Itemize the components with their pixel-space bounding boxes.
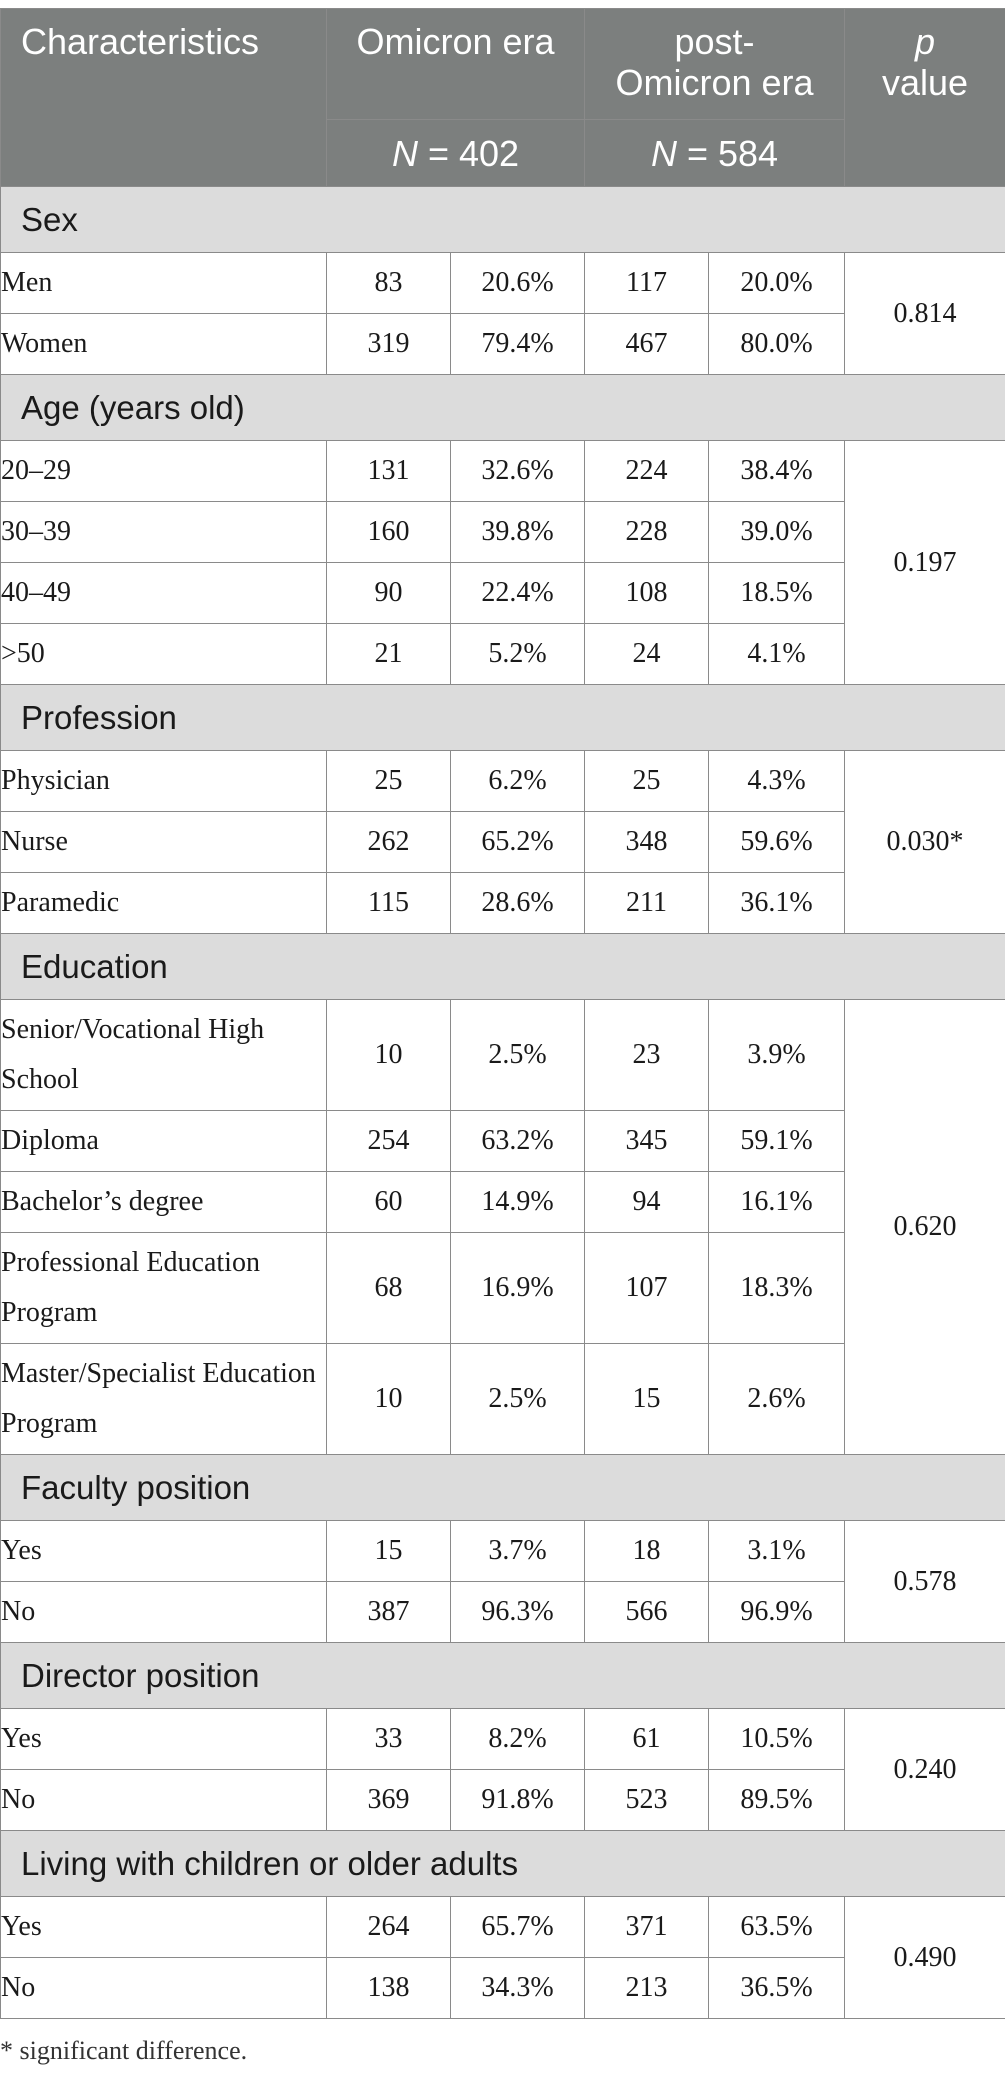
omicron-percent: 2.5% bbox=[451, 1344, 585, 1455]
omicron-count: 10 bbox=[327, 1344, 451, 1455]
row-label: Diploma bbox=[1, 1111, 327, 1172]
p-value-cell: 0.490 bbox=[845, 1897, 1005, 2019]
omicron-percent: 22.4% bbox=[451, 563, 585, 624]
table-row bbox=[1, 441, 1005, 502]
post-omicron-count: 467 bbox=[585, 314, 709, 375]
omicron-count: 25 bbox=[327, 751, 451, 812]
section-row bbox=[1, 1455, 1005, 1521]
table-header bbox=[1, 9, 1005, 187]
omicron-percent: 96.3% bbox=[451, 1582, 585, 1643]
post-omicron-percent: 20.0% bbox=[709, 253, 845, 314]
post-omicron-count: 15 bbox=[585, 1344, 709, 1455]
p-value-cell: 0.620 bbox=[845, 1000, 1005, 1455]
post-omicron-percent: 80.0% bbox=[709, 314, 845, 375]
p-value-cell: 0.578 bbox=[845, 1521, 1005, 1643]
row-label: 30–39 bbox=[1, 502, 327, 563]
section-row bbox=[1, 934, 1005, 1000]
post-omicron-percent: 96.9% bbox=[709, 1582, 845, 1643]
row-label: Master/Specialist Education Program bbox=[1, 1344, 327, 1455]
omicron-count: 115 bbox=[327, 873, 451, 934]
post-omicron-count: 117 bbox=[585, 253, 709, 314]
header-omicron-era: Omicron era bbox=[327, 9, 585, 120]
omicron-count: 21 bbox=[327, 624, 451, 685]
omicron-percent: 63.2% bbox=[451, 1111, 585, 1172]
section-row bbox=[1, 187, 1005, 253]
section-title: Living with children or older adults bbox=[1, 1831, 1005, 1897]
row-label: Nurse bbox=[1, 812, 327, 873]
post-omicron-count: 228 bbox=[585, 502, 709, 563]
post-omicron-count: 213 bbox=[585, 1958, 709, 2019]
section-row bbox=[1, 1643, 1005, 1709]
section-title: Age (years old) bbox=[1, 375, 1005, 441]
p-value-cell: 0.814 bbox=[845, 253, 1005, 375]
omicron-count: 68 bbox=[327, 1233, 451, 1344]
omicron-percent: 3.7% bbox=[451, 1521, 585, 1582]
row-label: Professional Education Program bbox=[1, 1233, 327, 1344]
post-omicron-percent: 18.3% bbox=[709, 1233, 845, 1344]
omicron-count: 387 bbox=[327, 1582, 451, 1643]
post-omicron-percent: 10.5% bbox=[709, 1709, 845, 1770]
table-row bbox=[1, 1709, 1005, 1770]
post-omicron-count: 371 bbox=[585, 1897, 709, 1958]
section-title: Education bbox=[1, 934, 1005, 1000]
header-p-letter: p bbox=[914, 21, 936, 62]
table-row bbox=[1, 1521, 1005, 1582]
omicron-percent: 14.9% bbox=[451, 1172, 585, 1233]
post-omicron-count: 224 bbox=[585, 441, 709, 502]
post-omicron-count: 345 bbox=[585, 1111, 709, 1172]
section-title: Director position bbox=[1, 1643, 1005, 1709]
post-omicron-percent: 16.1% bbox=[709, 1172, 845, 1233]
post-omicron-percent: 38.4% bbox=[709, 441, 845, 502]
n-symbol: N bbox=[650, 132, 677, 174]
p-value-cell: 0.240 bbox=[845, 1709, 1005, 1831]
omicron-percent: 20.6% bbox=[451, 253, 585, 314]
table-row bbox=[1, 253, 1005, 314]
omicron-count: 262 bbox=[327, 812, 451, 873]
omicron-count: 33 bbox=[327, 1709, 451, 1770]
post-omicron-count: 523 bbox=[585, 1770, 709, 1831]
row-label: Women bbox=[1, 314, 327, 375]
header-post-omicron-n bbox=[585, 120, 845, 187]
section-row bbox=[1, 1831, 1005, 1897]
post-omicron-percent: 36.5% bbox=[709, 1958, 845, 2019]
section-title: Sex bbox=[1, 187, 1005, 253]
post-omicron-percent: 3.1% bbox=[709, 1521, 845, 1582]
n-value: = 402 bbox=[427, 132, 520, 174]
omicron-count: 15 bbox=[327, 1521, 451, 1582]
omicron-percent: 91.8% bbox=[451, 1770, 585, 1831]
characteristics-table bbox=[0, 8, 1005, 2019]
omicron-count: 90 bbox=[327, 563, 451, 624]
header-characteristics: Characteristics bbox=[1, 9, 327, 187]
table-body bbox=[1, 187, 1005, 2019]
post-omicron-count: 61 bbox=[585, 1709, 709, 1770]
row-label: 20–29 bbox=[1, 441, 327, 502]
omicron-percent: 65.2% bbox=[451, 812, 585, 873]
row-label: Paramedic bbox=[1, 873, 327, 934]
post-omicron-percent: 36.1% bbox=[709, 873, 845, 934]
post-omicron-percent: 89.5% bbox=[709, 1770, 845, 1831]
header-post-omicron-era bbox=[585, 9, 845, 120]
row-label: Yes bbox=[1, 1897, 327, 1958]
header-p-value bbox=[845, 9, 1005, 187]
post-omicron-count: 18 bbox=[585, 1521, 709, 1582]
table-row bbox=[1, 1000, 1005, 1111]
omicron-percent: 5.2% bbox=[451, 624, 585, 685]
omicron-count: 319 bbox=[327, 314, 451, 375]
omicron-count: 160 bbox=[327, 502, 451, 563]
row-label: >50 bbox=[1, 624, 327, 685]
row-label: No bbox=[1, 1770, 327, 1831]
omicron-count: 138 bbox=[327, 1958, 451, 2019]
post-omicron-percent: 63.5% bbox=[709, 1897, 845, 1958]
post-omicron-count: 25 bbox=[585, 751, 709, 812]
post-omicron-count: 211 bbox=[585, 873, 709, 934]
post-omicron-percent: 4.3% bbox=[709, 751, 845, 812]
header-omicron-n bbox=[327, 120, 585, 187]
post-omicron-count: 348 bbox=[585, 812, 709, 873]
header-post-line2: Omicron era bbox=[615, 62, 814, 103]
post-omicron-count: 107 bbox=[585, 1233, 709, 1344]
omicron-percent: 65.7% bbox=[451, 1897, 585, 1958]
row-label: Men bbox=[1, 253, 327, 314]
omicron-percent: 32.6% bbox=[451, 441, 585, 502]
post-omicron-percent: 3.9% bbox=[709, 1000, 845, 1111]
row-label: Yes bbox=[1, 1709, 327, 1770]
row-label: Physician bbox=[1, 751, 327, 812]
omicron-percent: 6.2% bbox=[451, 751, 585, 812]
omicron-count: 83 bbox=[327, 253, 451, 314]
omicron-count: 131 bbox=[327, 441, 451, 502]
post-omicron-percent: 2.6% bbox=[709, 1344, 845, 1455]
post-omicron-percent: 59.1% bbox=[709, 1111, 845, 1172]
n-value: = 584 bbox=[686, 132, 779, 174]
post-omicron-count: 24 bbox=[585, 624, 709, 685]
section-title: Faculty position bbox=[1, 1455, 1005, 1521]
n-symbol: N bbox=[391, 132, 418, 174]
post-omicron-percent: 39.0% bbox=[709, 502, 845, 563]
header-p-word: value bbox=[881, 62, 969, 103]
row-label: 40–49 bbox=[1, 563, 327, 624]
omicron-count: 264 bbox=[327, 1897, 451, 1958]
table-row bbox=[1, 1897, 1005, 1958]
footnote: * significant difference. bbox=[0, 2036, 248, 2065]
omicron-percent: 39.8% bbox=[451, 502, 585, 563]
row-label: Bachelor’s degree bbox=[1, 1172, 327, 1233]
header-post-line1: post- bbox=[674, 21, 755, 62]
omicron-percent: 28.6% bbox=[451, 873, 585, 934]
omicron-percent: 34.3% bbox=[451, 1958, 585, 2019]
table-row bbox=[1, 751, 1005, 812]
post-omicron-percent: 18.5% bbox=[709, 563, 845, 624]
post-omicron-percent: 4.1% bbox=[709, 624, 845, 685]
omicron-percent: 8.2% bbox=[451, 1709, 585, 1770]
omicron-count: 10 bbox=[327, 1000, 451, 1111]
omicron-count: 369 bbox=[327, 1770, 451, 1831]
omicron-count: 254 bbox=[327, 1111, 451, 1172]
omicron-count: 60 bbox=[327, 1172, 451, 1233]
post-omicron-count: 23 bbox=[585, 1000, 709, 1111]
omicron-percent: 16.9% bbox=[451, 1233, 585, 1344]
post-omicron-count: 108 bbox=[585, 563, 709, 624]
p-value-cell: 0.197 bbox=[845, 441, 1005, 685]
post-omicron-count: 566 bbox=[585, 1582, 709, 1643]
row-label: No bbox=[1, 1958, 327, 2019]
section-row bbox=[1, 685, 1005, 751]
post-omicron-percent: 59.6% bbox=[709, 812, 845, 873]
omicron-percent: 2.5% bbox=[451, 1000, 585, 1111]
p-value-cell: 0.030* bbox=[845, 751, 1005, 934]
row-label: No bbox=[1, 1582, 327, 1643]
section-title: Profession bbox=[1, 685, 1005, 751]
section-row bbox=[1, 375, 1005, 441]
omicron-percent: 79.4% bbox=[451, 314, 585, 375]
row-label: Yes bbox=[1, 1521, 327, 1582]
post-omicron-count: 94 bbox=[585, 1172, 709, 1233]
row-label: Senior/Vocational High School bbox=[1, 1000, 327, 1111]
